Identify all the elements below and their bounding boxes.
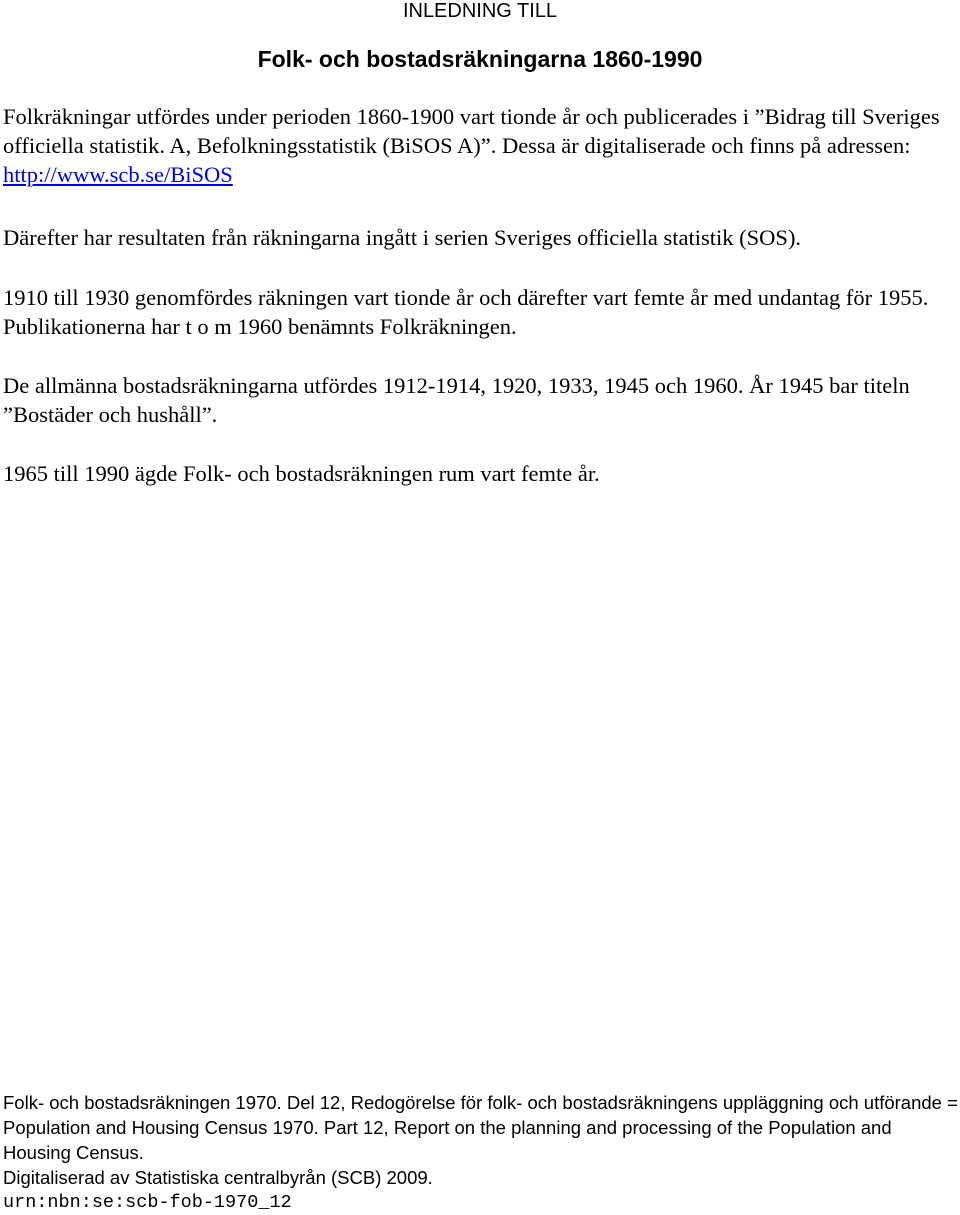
footer-digitized: Digitaliserad av Statistiska centralbyrån (SCB) 2009.: [3, 1167, 433, 1188]
footer-urn: urn:nbn:se:scb-fob-1970_12: [3, 1192, 292, 1213]
footer: [3, 1090, 960, 1215]
paragraph-bisos-text: Folkräkningar utfördes under perioden 1860-1900 vart tionde år och publicerades i ”Bidrag till Sveriges officiella statistik. A, Befolkningsstatistik (BiSOS A)”. Dessa är digitaliserade och finns på adressen:: [3, 104, 940, 158]
bisos-link[interactable]: http://www.scb.se/BiSOS: [3, 162, 233, 187]
paragraph-sos: Därefter har resultaten från räkningarna ingått i serien Sveriges officiella statistik (SOS).: [3, 225, 802, 250]
running-header: INLEDNING TILL: [402, 0, 558, 22]
page-title: Folk- och bostadsräkningarna 1860-1990: [257, 46, 703, 72]
paragraph-fob: 1965 till 1990 ägde Folk- och bostadsräkningen rum vart femte år.: [3, 461, 600, 486]
paragraph-bisos: [3, 102, 958, 189]
footer-citation: Folk- och bostadsräkningen 1970. Del 12, Redogörelse för folk- och bostadsräkningens uppläggning och utförande = Population and Housing Census 1970. Part 12, Report on the planning and processing of the Population and Housing Census.: [3, 1092, 958, 1163]
paragraph-folkrakningen: 1910 till 1930 genomfördes räkningen vart tionde år och därefter vart femte år med undantag för 1955. Publikationerna har t o m 1960 benämnts Folkräkningen.: [3, 285, 929, 339]
paragraph-bostadsrakningar: De allmänna bostadsräkningarna utfördes 1912-1914, 1920, 1933, 1945 och 1960. År 1945 bar titeln ”Bostäder och hushåll”.: [3, 373, 910, 427]
